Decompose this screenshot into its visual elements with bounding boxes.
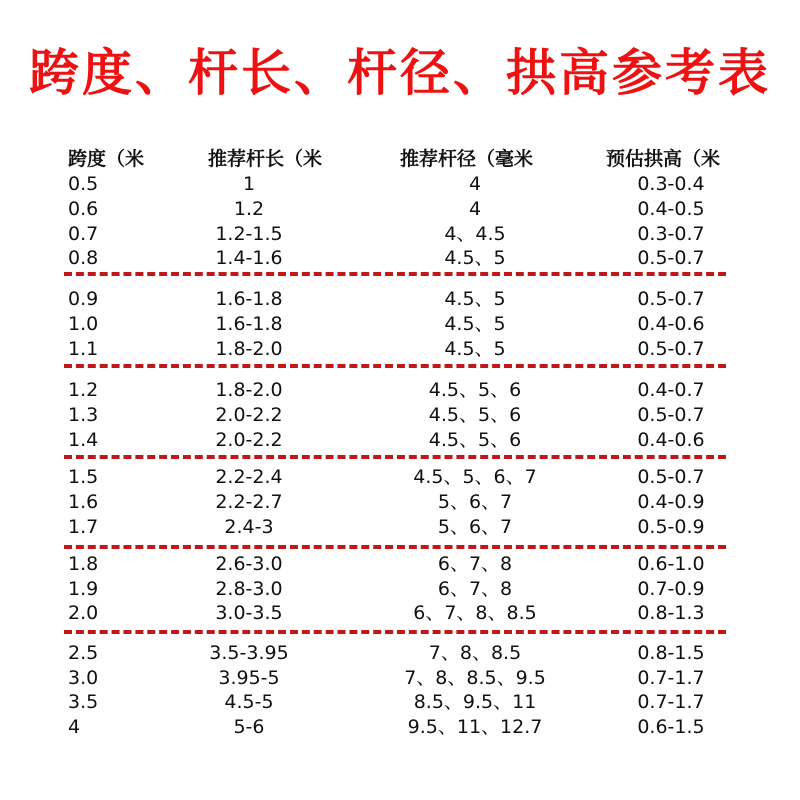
header-span: 跨度（米 — [68, 148, 145, 170]
cell-arch-height: 0.7-0.9 — [637, 578, 705, 600]
cell-arch-height: 0.6-1.5 — [637, 716, 705, 738]
table-row — [0, 286, 800, 312]
table-row — [0, 171, 800, 197]
cell-arch-height: 0.8-1.5 — [637, 642, 705, 664]
cell-rod-diameter: 4.5、5、6 — [428, 379, 522, 401]
cell-rod-length: 2.2-2.4 — [215, 466, 283, 488]
cell-rod-length: 4.5-5 — [224, 691, 274, 713]
cell-arch-height: 0.5-0.9 — [637, 516, 705, 538]
cell-arch-height: 0.5-0.7 — [637, 404, 705, 426]
table-row — [0, 221, 800, 247]
cell-arch-height: 0.7-1.7 — [637, 691, 705, 713]
cell-span: 3.5 — [68, 691, 99, 713]
cell-rod-length: 1.4-1.6 — [215, 247, 283, 269]
cell-rod-length: 1.6-1.8 — [215, 313, 283, 335]
cell-rod-length: 1.8-2.0 — [215, 338, 283, 360]
cell-span: 1.0 — [68, 313, 99, 335]
table-row — [0, 640, 800, 666]
cell-span: 4 — [68, 716, 81, 738]
cell-rod-length: 2.2-2.7 — [215, 491, 283, 513]
cell-rod-diameter: 7、8、8.5、9.5 — [404, 667, 546, 689]
group-divider — [64, 630, 726, 634]
table-header — [0, 146, 800, 172]
cell-rod-diameter: 4 — [468, 173, 482, 195]
header-arch-height: 预估拱高（米 — [606, 148, 721, 170]
cell-rod-diameter: 4.5、5 — [444, 338, 506, 360]
header-rod-length: 推荐杆长（米 — [208, 148, 323, 170]
cell-arch-height: 0.5-0.7 — [637, 247, 705, 269]
cell-rod-diameter: 5、6、7 — [437, 491, 513, 513]
cell-span: 0.9 — [68, 288, 99, 310]
cell-rod-diameter: 6、7、8、8.5 — [413, 602, 537, 624]
cell-rod-length: 1.2-1.5 — [215, 223, 283, 245]
cell-arch-height: 0.7-1.7 — [637, 667, 705, 689]
cell-rod-diameter: 6、7、8 — [437, 553, 513, 575]
table-row — [0, 245, 800, 271]
table-row — [0, 377, 800, 403]
cell-span: 1.7 — [68, 516, 99, 538]
cell-rod-diameter: 4.5、5 — [444, 288, 506, 310]
cell-rod-length: 2.0-2.2 — [215, 404, 283, 426]
table-row — [0, 600, 800, 626]
cell-rod-length: 2.8-3.0 — [215, 578, 283, 600]
cell-arch-height: 0.5-0.7 — [637, 466, 705, 488]
table-row — [0, 689, 800, 715]
cell-arch-height: 0.8-1.3 — [637, 602, 705, 624]
cell-rod-length: 2.4-3 — [224, 516, 274, 538]
cell-span: 1.5 — [68, 466, 99, 488]
cell-span: 1.6 — [68, 491, 99, 513]
cell-span: 3.0 — [68, 667, 99, 689]
cell-span: 1.1 — [68, 338, 99, 360]
table-row — [0, 714, 800, 740]
cell-arch-height: 0.4-0.6 — [637, 313, 705, 335]
cell-rod-diameter: 4.5、5、6 — [428, 404, 522, 426]
header-rod-diameter: 推荐杆径（毫米 — [400, 148, 534, 170]
cell-rod-length: 3.95-5 — [218, 667, 280, 689]
cell-arch-height: 0.5-0.7 — [637, 288, 705, 310]
group-divider — [64, 272, 726, 276]
cell-rod-diameter: 4.5、5、6 — [428, 429, 522, 451]
cell-rod-diameter: 4.5、5、6、7 — [413, 466, 537, 488]
cell-span: 0.8 — [68, 247, 99, 269]
cell-arch-height: 0.4-0.6 — [637, 429, 705, 451]
cell-arch-height: 0.4-0.5 — [637, 198, 705, 220]
cell-rod-length: 3.0-3.5 — [215, 602, 283, 624]
cell-rod-diameter: 4 — [468, 198, 482, 220]
cell-arch-height: 0.5-0.7 — [637, 338, 705, 360]
cell-span: 2.0 — [68, 602, 99, 624]
cell-rod-diameter: 7、8、8.5 — [428, 642, 522, 664]
table-row — [0, 402, 800, 428]
cell-rod-diameter: 4.5、5 — [444, 313, 506, 335]
cell-span: 2.5 — [68, 642, 99, 664]
table-row — [0, 514, 800, 540]
cell-rod-diameter: 4.5、5 — [444, 247, 506, 269]
table-row — [0, 576, 800, 602]
table-row — [0, 427, 800, 453]
cell-arch-height: 0.6-1.0 — [637, 553, 705, 575]
table-row — [0, 196, 800, 222]
table-row — [0, 311, 800, 337]
cell-rod-diameter: 6、7、8 — [437, 578, 513, 600]
cell-span: 1.4 — [68, 429, 99, 451]
cell-span: 1.3 — [68, 404, 99, 426]
cell-rod-length: 1 — [242, 173, 256, 195]
cell-span: 0.5 — [68, 173, 99, 195]
cell-span: 1.8 — [68, 553, 99, 575]
group-divider — [64, 455, 726, 459]
cell-span: 1.2 — [68, 379, 99, 401]
cell-rod-length: 1.6-1.8 — [215, 288, 283, 310]
cell-arch-height: 0.3-0.7 — [637, 223, 705, 245]
cell-arch-height: 0.4-0.7 — [637, 379, 705, 401]
cell-arch-height: 0.3-0.4 — [637, 173, 705, 195]
cell-rod-diameter: 5、6、7 — [437, 516, 513, 538]
cell-rod-length: 5-6 — [233, 716, 265, 738]
cell-span: 0.6 — [68, 198, 99, 220]
cell-rod-length: 2.6-3.0 — [215, 553, 283, 575]
cell-rod-length: 2.0-2.2 — [215, 429, 283, 451]
page-title: 跨度、杆长、杆径、拱高参考表 — [29, 44, 771, 102]
cell-arch-height: 0.4-0.9 — [637, 491, 705, 513]
cell-rod-length: 1.8-2.0 — [215, 379, 283, 401]
table-row — [0, 665, 800, 691]
table-row — [0, 464, 800, 490]
cell-rod-length: 1.2 — [233, 198, 265, 220]
cell-rod-length: 3.5-3.95 — [209, 642, 289, 664]
table-row — [0, 489, 800, 515]
group-divider — [64, 364, 726, 368]
cell-rod-diameter: 8.5、9.5、11 — [413, 691, 537, 713]
table-row — [0, 551, 800, 577]
cell-span: 0.7 — [68, 223, 99, 245]
cell-span: 1.9 — [68, 578, 99, 600]
cell-rod-diameter: 4、4.5 — [444, 223, 506, 245]
cell-rod-diameter: 9.5、11、12.7 — [407, 716, 543, 738]
table-row — [0, 336, 800, 362]
group-divider — [64, 545, 726, 549]
